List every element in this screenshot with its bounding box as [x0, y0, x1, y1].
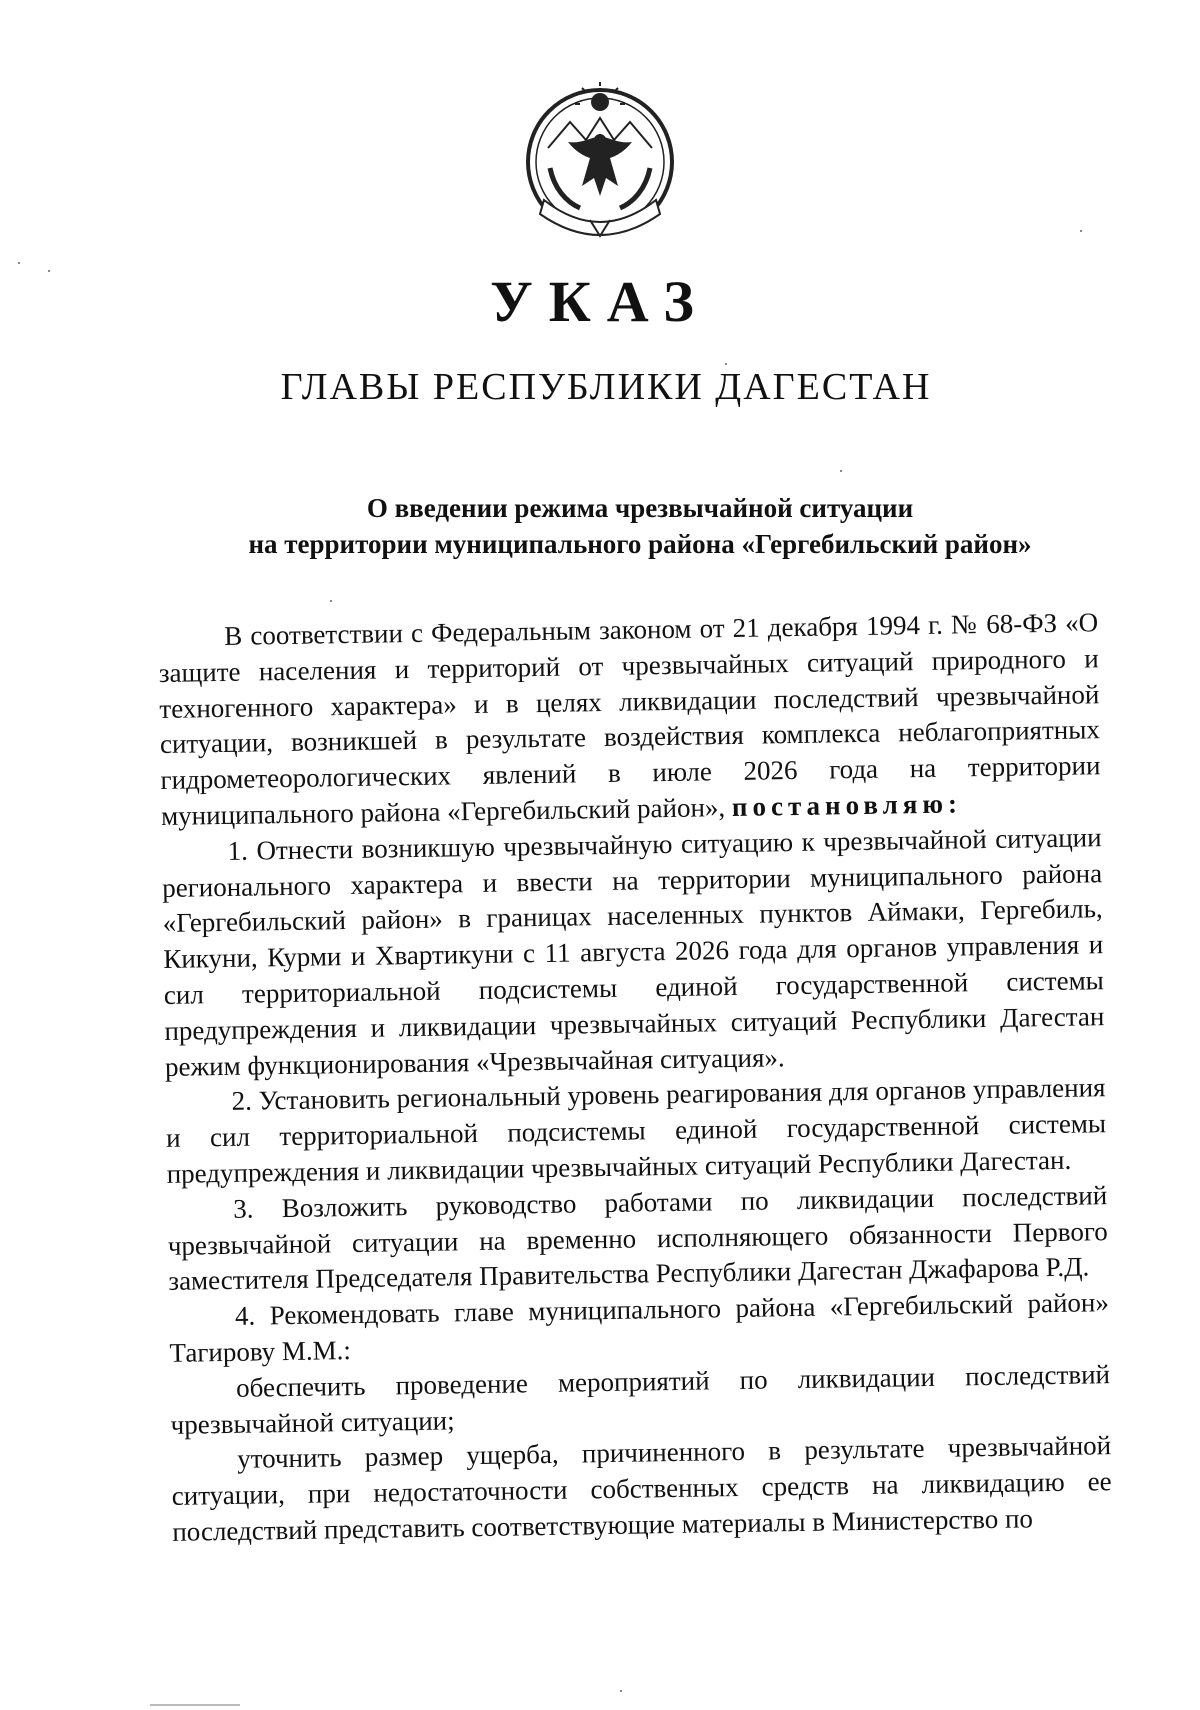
item-2: 2. Установить региональный уровень реагирования для органов управления и сил территориальной подсистемы единой государственной системы предупреждения и ликвидации чрезвычайных ситуаций Республики Дагестан. [165, 1072, 1107, 1189]
decree-title: УКАЗ [490, 269, 710, 334]
scan-edge-mark [150, 1704, 240, 1706]
item-3: 3. Возложить руководство работами по ликвидации последствий чрезвычайной ситуации на временно исполняющего обязанности Первого заместителя Председателя Правительства Республики Дагестан Джафарова Р.Д. [167, 1179, 1108, 1297]
heading-line-2: на территории муниципального района «Гергебильский район» [248, 529, 1032, 559]
decree-body [158, 605, 1113, 1550]
item-4-subitem-2: уточнить размер ущерба, причиненного в результате чрезвычайной ситуации, при недостаточности собственных средств на ликвидацию ее последствий представить соответствующие материалы в Министерство по [171, 1430, 1112, 1547]
resolve-word: постановляю: [731, 788, 963, 822]
coat-of-arms-icon [510, 78, 690, 250]
item-4-subitem-1: обеспечить проведение мероприятий по ликвидации последствий чрезвычайной ситуации; [170, 1358, 1111, 1440]
item-4: 4. Рекомендовать главе муниципального района «Гергебильский район» Тагирову М.М.: [169, 1287, 1110, 1368]
preamble-paragraph [158, 605, 1101, 835]
preamble-text: В соответствии с Федеральным законом от 21 декабря 1994 г. № 68-ФЗ «О защите населения и территорий от чрезвычайных ситуаций природного и техногенного характера» и в целях ликвидации последствий чрезвычайной ситуации, возникшей в результате воздействия комплекса неблагоприятных гидрометеорологических явлений в июле 2026 года на территории муниципального района «Гергебильский район», [158, 607, 1101, 831]
item-1: 1. Отнести возникшую чрезвычайную ситуацию к чрезвычайной ситуации регионального характера и ввести на территории муниципального района «Гергебильский район» в границах населенных пунктов Аймаки, Гергебиль, Кикуни, Курми и Хвартикуни с 11 августа 2026 года для органов управления и сил территориальной подсистемы единой государственной системы предупреждения и ликвидации чрезвычайных ситуаций Республики Дагестан режим функционирования «Чрезвычайная ситуация». [161, 821, 1105, 1082]
decree-heading [180, 490, 1100, 562]
decree-issuer: ГЛАВЫ РЕСПУБЛИКИ ДАГЕСТАН [280, 366, 932, 408]
heading-line-1: О введении режима чрезвычайной ситуации [366, 493, 914, 523]
